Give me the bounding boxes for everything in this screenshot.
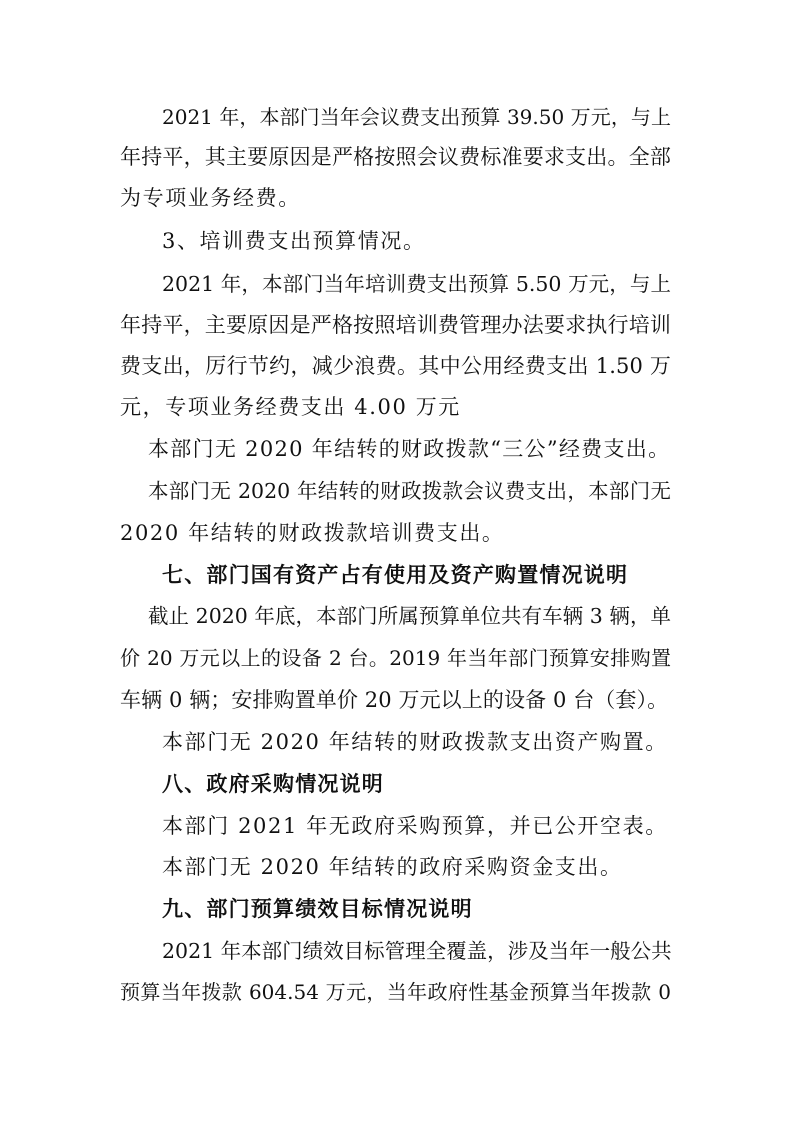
section-heading: 七、部门国有资产占有使用及资产购置情况说明 bbox=[162, 563, 629, 587]
paragraph-line: 本部门无 2020 年结转的财政拨款“三公”经费支出。 bbox=[148, 437, 671, 461]
subsection-title: 3、培训费支出预算情况。 bbox=[162, 229, 426, 253]
paragraph-line: 费支出，厉行节约，减少浪费。其中公用经费支出 1.50 万 bbox=[120, 354, 671, 378]
paragraph-line: 车辆 0 辆；安排购置单价 20 万元以上的设备 0 台（套）。 bbox=[120, 688, 669, 712]
paragraph-line: 2021 年，本部门当年培训费支出预算 5.50 万元，与上 bbox=[162, 272, 671, 296]
paragraph-line: 价 20 万元以上的设备 2 台。2019 年当年部门预算安排购置 bbox=[120, 646, 671, 670]
paragraph-line: 本部门无 2020 年结转的政府采购资金支出。 bbox=[162, 855, 623, 879]
paragraph-line: 为专项业务经费。 bbox=[120, 186, 301, 210]
paragraph-line: 本部门 2021 年无政府采购预算，并已公开空表。 bbox=[162, 814, 668, 838]
section-heading: 八、政府采购情况说明 bbox=[162, 772, 384, 796]
paragraph-line: 本部门无 2020 年结转的财政拨款会议费支出，本部门无 bbox=[148, 479, 671, 503]
paragraph-line: 预算当年拨款 604.54 万元，当年政府性基金预算当年拨款 0 bbox=[120, 980, 671, 1004]
paragraph-line: 本部门无 2020 年结转的财政拨款支出资产购置。 bbox=[162, 730, 668, 754]
section-heading: 九、部门预算绩效目标情况说明 bbox=[162, 897, 473, 921]
paragraph-line: 2021 年，本部门当年会议费支出预算 39.50 万元，与上 bbox=[162, 105, 671, 129]
paragraph-line: 2021 年本部门绩效目标管理全覆盖，涉及当年一般公共 bbox=[162, 939, 672, 963]
paragraph-line: 年持平，其主要原因是严格按照会议费标准要求支出。全部 bbox=[120, 145, 671, 169]
paragraph-line: 2020 年结转的财政拨款培训费支出。 bbox=[120, 521, 505, 545]
paragraph-line: 截止 2020 年底，本部门所属预算单位共有车辆 3 辆，单 bbox=[148, 604, 671, 628]
paragraph-line: 元，专项业务经费支出 4.00 万元 bbox=[120, 395, 461, 419]
paragraph-line: 年持平，主要原因是严格按照培训费管理办法要求执行培训 bbox=[120, 313, 671, 337]
